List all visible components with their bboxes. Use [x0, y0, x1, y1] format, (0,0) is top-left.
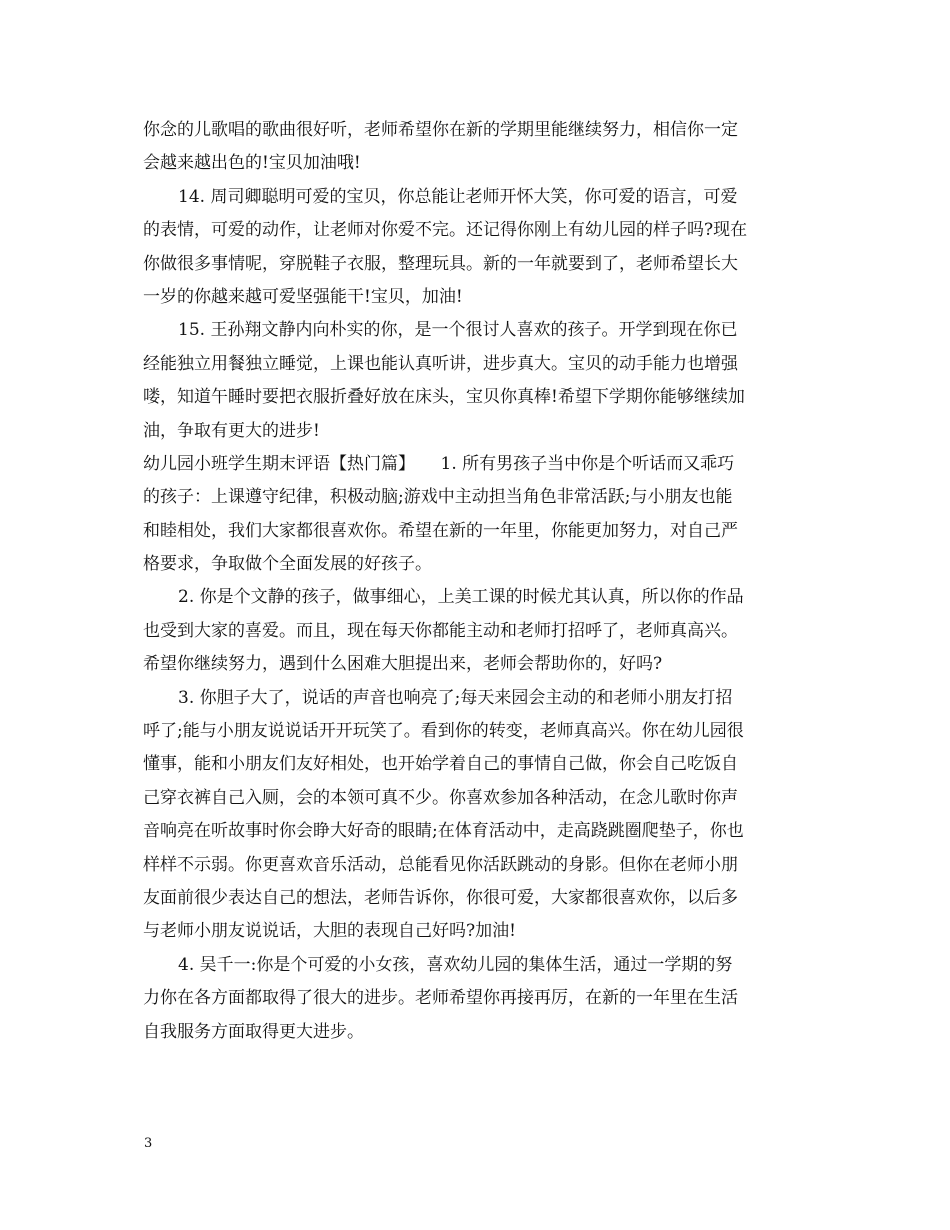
text-line: 4. 吴千一:你是个可爱的小女孩，喜欢幼儿园的集体生活，通过一学期的努: [178, 954, 733, 975]
text-line: 也受到大家的喜爱。而且，现在每天你都能主动和老师打招呼了，老师真高兴。: [143, 620, 738, 641]
text-line: 格要求，争取做个全面发展的好孩子。: [143, 554, 432, 575]
document-body: [143, 114, 811, 1049]
text-line: 经能独立用餐独立睡觉，上课也能认真听讲，进步真大。宝贝的动手能力也增强: [143, 353, 738, 374]
text-line: 2. 你是个文静的孩子，做事细心，上美工课的时候尤其认真，所以你的作品: [178, 587, 744, 608]
text-line: 的表情，可爱的动作，让老师对你爱不完。还记得你刚上有幼儿园的样子吗?现在: [143, 220, 748, 241]
text-line: 己穿衣裤自己入厕，会的本领可真不少。你喜欢参加各种活动，在念儿歌时你声: [143, 787, 738, 808]
text-line: 懂事，能和小朋友们友好相处，也开始学着自己的事情自己做，你会自己吃饭自: [143, 754, 738, 775]
text-line: 友面前很少表达自己的想法，老师告诉你，你很可爱，大家都很喜欢你，以后多: [143, 887, 738, 908]
text-line: 自我服务方面取得更大进步。: [143, 1021, 364, 1042]
text-line: 一岁的你越来越可爱坚强能干!宝贝，加油!: [143, 286, 463, 307]
text-line: 14. 周司卿聪明可爱的宝贝，你总能让老师开怀大笑，你可爱的语言，可爱: [178, 186, 738, 207]
text-line: 喽，知道午睡时要把衣服折叠好放在床头，宝贝你真棒!希望下学期你能够继续加: [143, 387, 745, 408]
text-line: 和睦相处，我们大家都很喜欢你。希望在新的一年里，你能更加努力，对自己严: [143, 520, 738, 541]
text-line: 音响亮在听故事时你会睁大好奇的眼睛;在体育活动中，走高跷跳圈爬垫子，你也: [143, 821, 744, 842]
text-line: 你做很多事情呢，穿脱鞋子衣服，整理玩具。新的一年就要到了，老师希望长大: [143, 253, 738, 274]
text-line: 的孩子：上课遵守纪律，积极动脑;游戏中主动担当角色非常活跃;与小朋友也能: [143, 487, 733, 508]
text-line: 呼了;能与小朋友说说话开开玩笑了。看到你的转变，老师真高兴。你在幼儿园很: [143, 721, 744, 742]
page-number: 3: [144, 1136, 153, 1151]
text-line: 样样不示弱。你更喜欢音乐活动，总能看见你活跃跳动的身影。但你在老师小朋: [143, 854, 738, 875]
section-heading-line: 幼儿园小班学生期末评语【热门篇】 1. 所有男孩子当中你是个听话而又乖巧: [143, 453, 735, 474]
text-line: 与老师小朋友说说话，大胆的表现自己好吗?加油!: [143, 921, 516, 942]
text-line: 希望你继续努力，遇到什么困难大胆提出来，老师会帮助你的，好吗?: [143, 654, 663, 675]
text-line: 力你在各方面都取得了很大的进步。老师希望你再接再厉，在新的一年里在生活: [143, 988, 738, 1009]
text-line: 你念的儿歌唱的歌曲很好听，老师希望你在新的学期里能继续努力，相信你一定: [143, 120, 738, 140]
text-line: 油，争取有更大的进步!: [143, 420, 320, 441]
text-line: 15. 王孙翔文静内向朴实的你，是一个很讨人喜欢的孩子。开学到现在你已: [178, 320, 738, 341]
text-line: 3. 你胆子大了，说话的声音也响亮了;每天来园会主动的和老师小朋友打招: [178, 687, 733, 708]
text-line: 会越来越出色的!宝贝加油哦!: [143, 153, 361, 174]
